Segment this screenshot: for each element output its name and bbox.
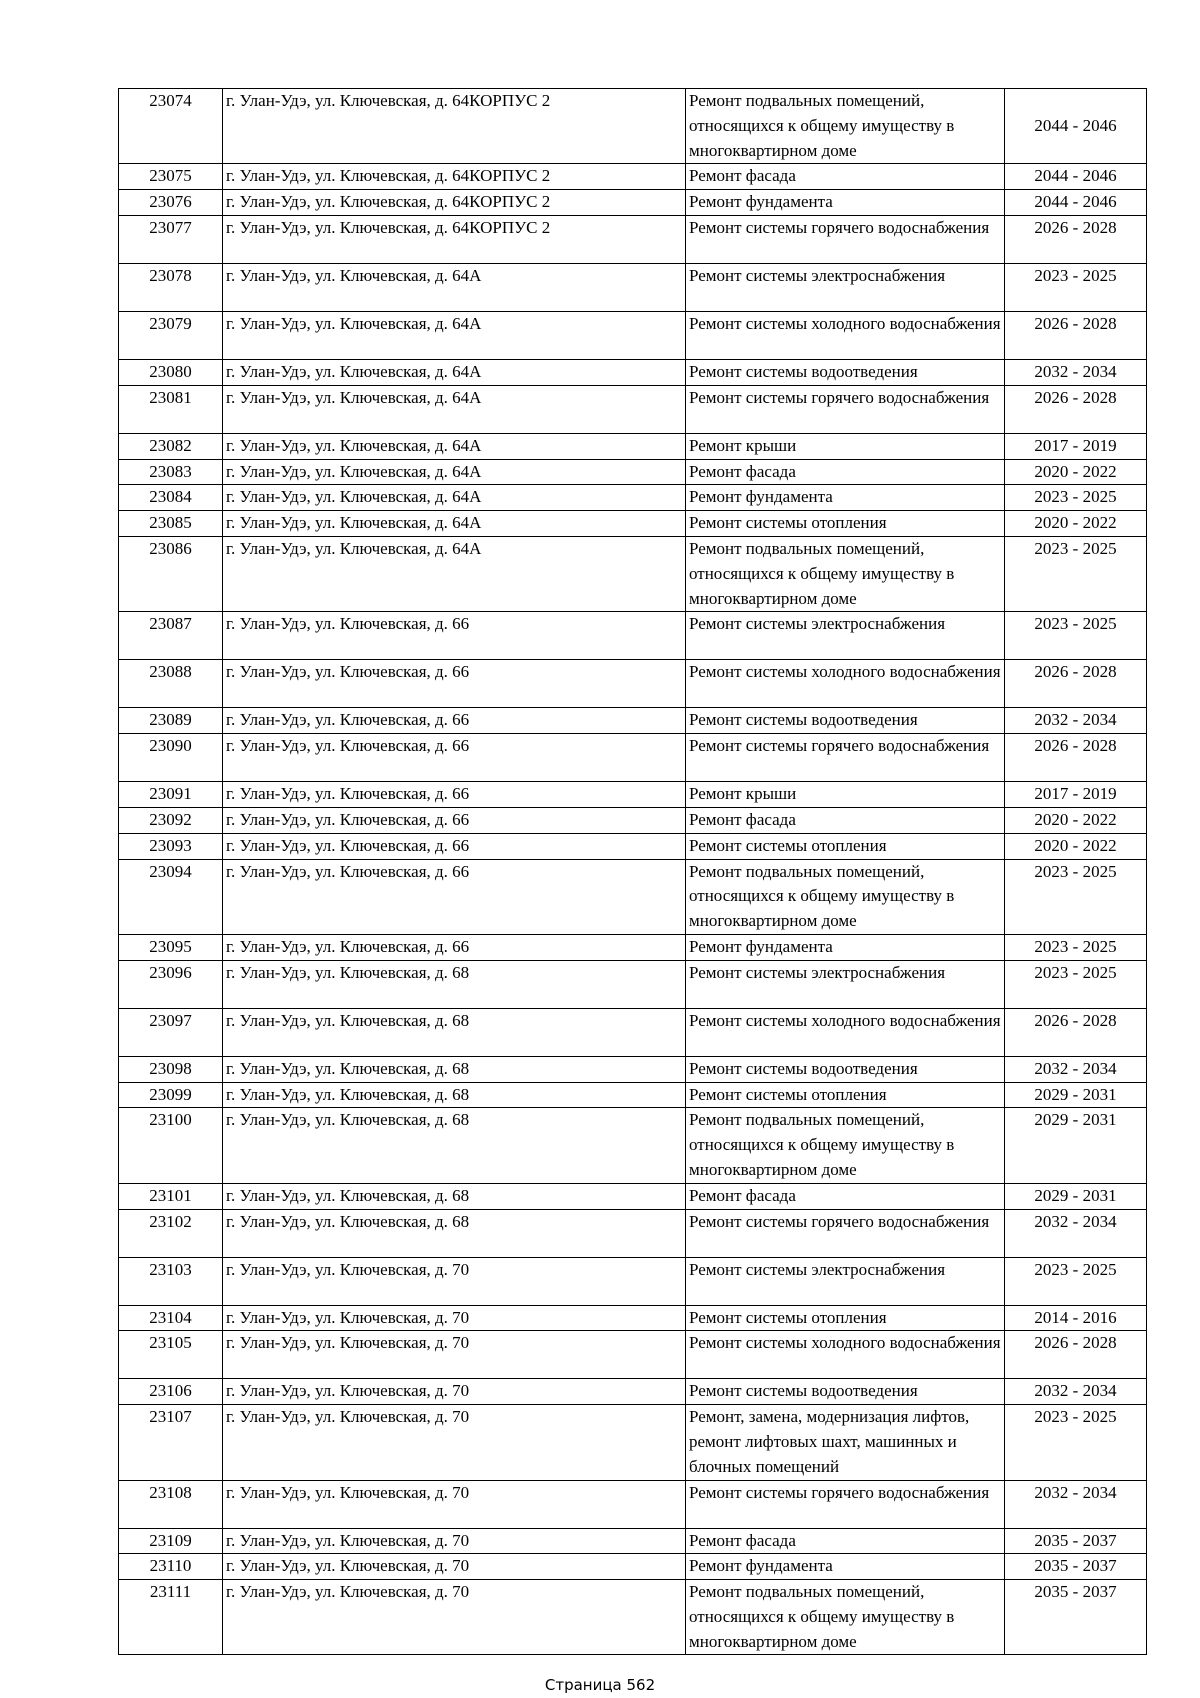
table-row	[119, 1405, 1147, 1480]
table-row	[119, 1580, 1147, 1655]
work-type-cell: Ремонт системы электроснабжения	[686, 960, 1005, 1008]
period-cell: 2023 - 2025	[1005, 1405, 1147, 1480]
row-id-cell: 23086	[119, 536, 223, 611]
work-type-cell: Ремонт фундамента	[686, 1554, 1005, 1580]
row-id-cell: 23104	[119, 1305, 223, 1331]
address-cell: г. Улан-Удэ, ул. Ключевская, д. 68	[223, 1209, 686, 1257]
row-id-cell: 23085	[119, 511, 223, 537]
period-cell: 2023 - 2025	[1005, 934, 1147, 960]
row-id-cell: 23078	[119, 263, 223, 311]
period-cell: 2023 - 2025	[1005, 485, 1147, 511]
table-row	[119, 708, 1147, 734]
period-cell: 2032 - 2034	[1005, 359, 1147, 385]
work-type-cell: Ремонт фасада	[686, 807, 1005, 833]
address-cell: г. Улан-Удэ, ул. Ключевская, д. 64КОРПУС 2	[223, 190, 686, 216]
work-type-cell: Ремонт системы горячего водоснабжения	[686, 1209, 1005, 1257]
table-row	[119, 833, 1147, 859]
row-id-cell: 23089	[119, 708, 223, 734]
table-row	[119, 807, 1147, 833]
table-row	[119, 1554, 1147, 1580]
address-cell: г. Улан-Удэ, ул. Ключевская, д. 68	[223, 1183, 686, 1209]
work-type-cell: Ремонт системы холодного водоснабжения	[686, 660, 1005, 708]
row-id-cell: 23092	[119, 807, 223, 833]
period-cell: 2020 - 2022	[1005, 807, 1147, 833]
table-row	[119, 459, 1147, 485]
row-id-cell: 23109	[119, 1528, 223, 1554]
work-type-cell: Ремонт системы водоотведения	[686, 1056, 1005, 1082]
address-cell: г. Улан-Удэ, ул. Ключевская, д. 70	[223, 1331, 686, 1379]
address-cell: г. Улан-Удэ, ул. Ключевская, д. 70	[223, 1379, 686, 1405]
row-id-cell: 23100	[119, 1108, 223, 1183]
address-cell: г. Улан-Удэ, ул. Ключевская, д. 66	[223, 708, 686, 734]
address-cell: г. Улан-Удэ, ул. Ключевская, д. 64А	[223, 433, 686, 459]
table-row	[119, 1183, 1147, 1209]
period-cell: 2023 - 2025	[1005, 536, 1147, 611]
row-id-cell: 23102	[119, 1209, 223, 1257]
period-cell: 2026 - 2028	[1005, 734, 1147, 782]
row-id-cell: 23077	[119, 215, 223, 263]
row-id-cell: 23094	[119, 859, 223, 934]
table-row	[119, 1108, 1147, 1183]
row-id-cell: 23099	[119, 1082, 223, 1108]
work-type-cell: Ремонт системы электроснабжения	[686, 263, 1005, 311]
row-id-cell: 23082	[119, 433, 223, 459]
address-cell: г. Улан-Удэ, ул. Ключевская, д. 64А	[223, 359, 686, 385]
address-cell: г. Улан-Удэ, ул. Ключевская, д. 66	[223, 734, 686, 782]
period-cell: 2026 - 2028	[1005, 1008, 1147, 1056]
address-cell: г. Улан-Удэ, ул. Ключевская, д. 68	[223, 960, 686, 1008]
period-cell: 2026 - 2028	[1005, 311, 1147, 359]
row-id-cell: 23105	[119, 1331, 223, 1379]
table-row	[119, 734, 1147, 782]
table-row	[119, 612, 1147, 660]
table-row	[119, 1209, 1147, 1257]
address-cell: г. Улан-Удэ, ул. Ключевская, д. 64КОРПУС 2	[223, 215, 686, 263]
row-id-cell: 23107	[119, 1405, 223, 1480]
address-cell: г. Улан-Удэ, ул. Ключевская, д. 64А	[223, 511, 686, 537]
period-cell: 2017 - 2019	[1005, 433, 1147, 459]
address-cell: г. Улан-Удэ, ул. Ключевская, д. 68	[223, 1008, 686, 1056]
address-cell: г. Улан-Удэ, ул. Ключевская, д. 66	[223, 782, 686, 808]
row-id-cell: 23101	[119, 1183, 223, 1209]
address-cell: г. Улан-Удэ, ул. Ключевская, д. 64КОРПУС 2	[223, 89, 686, 164]
period-cell: 2032 - 2034	[1005, 1056, 1147, 1082]
work-type-cell: Ремонт подвальных помещений, относящихся к общему имуществу в многоквартирном доме	[686, 89, 1005, 164]
table-row	[119, 1257, 1147, 1305]
work-type-cell: Ремонт подвальных помещений, относящихся к общему имуществу в многоквартирном доме	[686, 859, 1005, 934]
work-type-cell: Ремонт системы отопления	[686, 511, 1005, 537]
work-type-cell: Ремонт системы электроснабжения	[686, 1257, 1005, 1305]
address-cell: г. Улан-Удэ, ул. Ключевская, д. 64А	[223, 263, 686, 311]
period-cell: 2026 - 2028	[1005, 1331, 1147, 1379]
period-cell: 2023 - 2025	[1005, 263, 1147, 311]
row-id-cell: 23081	[119, 385, 223, 433]
work-type-cell: Ремонт, замена, модернизация лифтов, ремонт лифтовых шахт, машинных и блочных помещений	[686, 1405, 1005, 1480]
table-row	[119, 1480, 1147, 1528]
table-row	[119, 859, 1147, 934]
work-type-cell: Ремонт системы водоотведения	[686, 1379, 1005, 1405]
work-type-cell: Ремонт системы электроснабжения	[686, 612, 1005, 660]
table-row	[119, 536, 1147, 611]
period-cell: 2020 - 2022	[1005, 833, 1147, 859]
work-type-cell: Ремонт системы отопления	[686, 1082, 1005, 1108]
table-row	[119, 385, 1147, 433]
row-id-cell: 23096	[119, 960, 223, 1008]
period-cell: 2020 - 2022	[1005, 511, 1147, 537]
period-cell: 2032 - 2034	[1005, 1480, 1147, 1528]
row-id-cell: 23095	[119, 934, 223, 960]
work-type-cell: Ремонт фундамента	[686, 190, 1005, 216]
table-row	[119, 660, 1147, 708]
address-cell: г. Улан-Удэ, ул. Ключевская, д. 64А	[223, 385, 686, 433]
row-id-cell: 23097	[119, 1008, 223, 1056]
table-row	[119, 359, 1147, 385]
table-row	[119, 485, 1147, 511]
work-type-cell: Ремонт фасада	[686, 459, 1005, 485]
repair-schedule-table	[118, 88, 1147, 1655]
row-id-cell: 23080	[119, 359, 223, 385]
table-row	[119, 89, 1147, 164]
work-type-cell: Ремонт системы отопления	[686, 833, 1005, 859]
table-row	[119, 511, 1147, 537]
period-cell: 2023 - 2025	[1005, 960, 1147, 1008]
address-cell: г. Улан-Удэ, ул. Ключевская, д. 70	[223, 1405, 686, 1480]
address-cell: г. Улан-Удэ, ул. Ключевская, д. 68	[223, 1108, 686, 1183]
period-cell: 2029 - 2031	[1005, 1183, 1147, 1209]
period-cell: 2035 - 2037	[1005, 1528, 1147, 1554]
period-cell: 2044 - 2046	[1005, 164, 1147, 190]
row-id-cell: 23088	[119, 660, 223, 708]
address-cell: г. Улан-Удэ, ул. Ключевская, д. 66	[223, 859, 686, 934]
row-id-cell: 23084	[119, 485, 223, 511]
address-cell: г. Улан-Удэ, ул. Ключевская, д. 70	[223, 1554, 686, 1580]
period-cell: 2044 - 2046	[1005, 89, 1147, 164]
work-type-cell: Ремонт подвальных помещений, относящихся к общему имуществу в многоквартирном доме	[686, 1108, 1005, 1183]
address-cell: г. Улан-Удэ, ул. Ключевская, д. 66	[223, 660, 686, 708]
period-cell: 2026 - 2028	[1005, 215, 1147, 263]
work-type-cell: Ремонт крыши	[686, 433, 1005, 459]
table-row	[119, 1056, 1147, 1082]
address-cell: г. Улан-Удэ, ул. Ключевская, д. 64А	[223, 311, 686, 359]
table-row	[119, 1008, 1147, 1056]
work-type-cell: Ремонт системы холодного водоснабжения	[686, 1331, 1005, 1379]
address-cell: г. Улан-Удэ, ул. Ключевская, д. 66	[223, 612, 686, 660]
period-cell: 2023 - 2025	[1005, 1257, 1147, 1305]
table-row	[119, 215, 1147, 263]
period-cell: 2032 - 2034	[1005, 1209, 1147, 1257]
row-id-cell: 23103	[119, 1257, 223, 1305]
row-id-cell: 23076	[119, 190, 223, 216]
work-type-cell: Ремонт фасада	[686, 1528, 1005, 1554]
table-row	[119, 190, 1147, 216]
work-type-cell: Ремонт подвальных помещений, относящихся к общему имуществу в многоквартирном доме	[686, 536, 1005, 611]
row-id-cell: 23093	[119, 833, 223, 859]
address-cell: г. Улан-Удэ, ул. Ключевская, д. 66	[223, 833, 686, 859]
period-cell: 2029 - 2031	[1005, 1108, 1147, 1183]
address-cell: г. Улан-Удэ, ул. Ключевская, д. 66	[223, 807, 686, 833]
table-row	[119, 960, 1147, 1008]
table-row	[119, 1528, 1147, 1554]
address-cell: г. Улан-Удэ, ул. Ключевская, д. 70	[223, 1580, 686, 1655]
table-row	[119, 311, 1147, 359]
address-cell: г. Улан-Удэ, ул. Ключевская, д. 70	[223, 1480, 686, 1528]
work-type-cell: Ремонт крыши	[686, 782, 1005, 808]
address-cell: г. Улан-Удэ, ул. Ключевская, д. 70	[223, 1528, 686, 1554]
work-type-cell: Ремонт системы горячего водоснабжения	[686, 734, 1005, 782]
address-cell: г. Улан-Удэ, ул. Ключевская, д. 64А	[223, 536, 686, 611]
work-type-cell: Ремонт системы холодного водоснабжения	[686, 311, 1005, 359]
period-cell: 2035 - 2037	[1005, 1580, 1147, 1655]
work-type-cell: Ремонт системы водоотведения	[686, 359, 1005, 385]
row-id-cell: 23079	[119, 311, 223, 359]
row-id-cell: 23106	[119, 1379, 223, 1405]
work-type-cell: Ремонт фундамента	[686, 934, 1005, 960]
table-row	[119, 433, 1147, 459]
work-type-cell: Ремонт системы горячего водоснабжения	[686, 1480, 1005, 1528]
table-row	[119, 1305, 1147, 1331]
period-cell: 2020 - 2022	[1005, 459, 1147, 485]
address-cell: г. Улан-Удэ, ул. Ключевская, д. 64А	[223, 459, 686, 485]
row-id-cell: 23083	[119, 459, 223, 485]
period-cell: 2026 - 2028	[1005, 385, 1147, 433]
table-row	[119, 1331, 1147, 1379]
period-cell: 2044 - 2046	[1005, 190, 1147, 216]
address-cell: г. Улан-Удэ, ул. Ключевская, д. 70	[223, 1305, 686, 1331]
period-cell: 2026 - 2028	[1005, 660, 1147, 708]
address-cell: г. Улан-Удэ, ул. Ключевская, д. 68	[223, 1056, 686, 1082]
address-cell: г. Улан-Удэ, ул. Ключевская, д. 64КОРПУС 2	[223, 164, 686, 190]
row-id-cell: 23074	[119, 89, 223, 164]
work-type-cell: Ремонт системы водоотведения	[686, 708, 1005, 734]
table-body	[119, 89, 1147, 1655]
work-type-cell: Ремонт системы горячего водоснабжения	[686, 385, 1005, 433]
period-cell: 2029 - 2031	[1005, 1082, 1147, 1108]
row-id-cell: 23090	[119, 734, 223, 782]
row-id-cell: 23111	[119, 1580, 223, 1655]
page-number: Страница 562	[544, 1676, 656, 1694]
work-type-cell: Ремонт подвальных помещений, относящихся к общему имуществу в многоквартирном доме	[686, 1580, 1005, 1655]
table-row	[119, 934, 1147, 960]
table-row	[119, 1379, 1147, 1405]
period-cell: 2023 - 2025	[1005, 859, 1147, 934]
row-id-cell: 23075	[119, 164, 223, 190]
table-row	[119, 263, 1147, 311]
row-id-cell: 23098	[119, 1056, 223, 1082]
address-cell: г. Улан-Удэ, ул. Ключевская, д. 68	[223, 1082, 686, 1108]
period-cell: 2035 - 2037	[1005, 1554, 1147, 1580]
row-id-cell: 23110	[119, 1554, 223, 1580]
work-type-cell: Ремонт фасада	[686, 164, 1005, 190]
work-type-cell: Ремонт системы горячего водоснабжения	[686, 215, 1005, 263]
period-cell: 2023 - 2025	[1005, 612, 1147, 660]
work-type-cell: Ремонт фундамента	[686, 485, 1005, 511]
table-row	[119, 164, 1147, 190]
work-type-cell: Ремонт системы холодного водоснабжения	[686, 1008, 1005, 1056]
address-cell: г. Улан-Удэ, ул. Ключевская, д. 64А	[223, 485, 686, 511]
period-cell: 2032 - 2034	[1005, 1379, 1147, 1405]
address-cell: г. Улан-Удэ, ул. Ключевская, д. 70	[223, 1257, 686, 1305]
work-type-cell: Ремонт системы отопления	[686, 1305, 1005, 1331]
period-cell: 2032 - 2034	[1005, 708, 1147, 734]
row-id-cell: 23087	[119, 612, 223, 660]
table-row	[119, 782, 1147, 808]
table-row	[119, 1082, 1147, 1108]
work-type-cell: Ремонт фасада	[686, 1183, 1005, 1209]
address-cell: г. Улан-Удэ, ул. Ключевская, д. 66	[223, 934, 686, 960]
period-cell: 2017 - 2019	[1005, 782, 1147, 808]
period-cell: 2014 - 2016	[1005, 1305, 1147, 1331]
row-id-cell: 23108	[119, 1480, 223, 1528]
row-id-cell: 23091	[119, 782, 223, 808]
